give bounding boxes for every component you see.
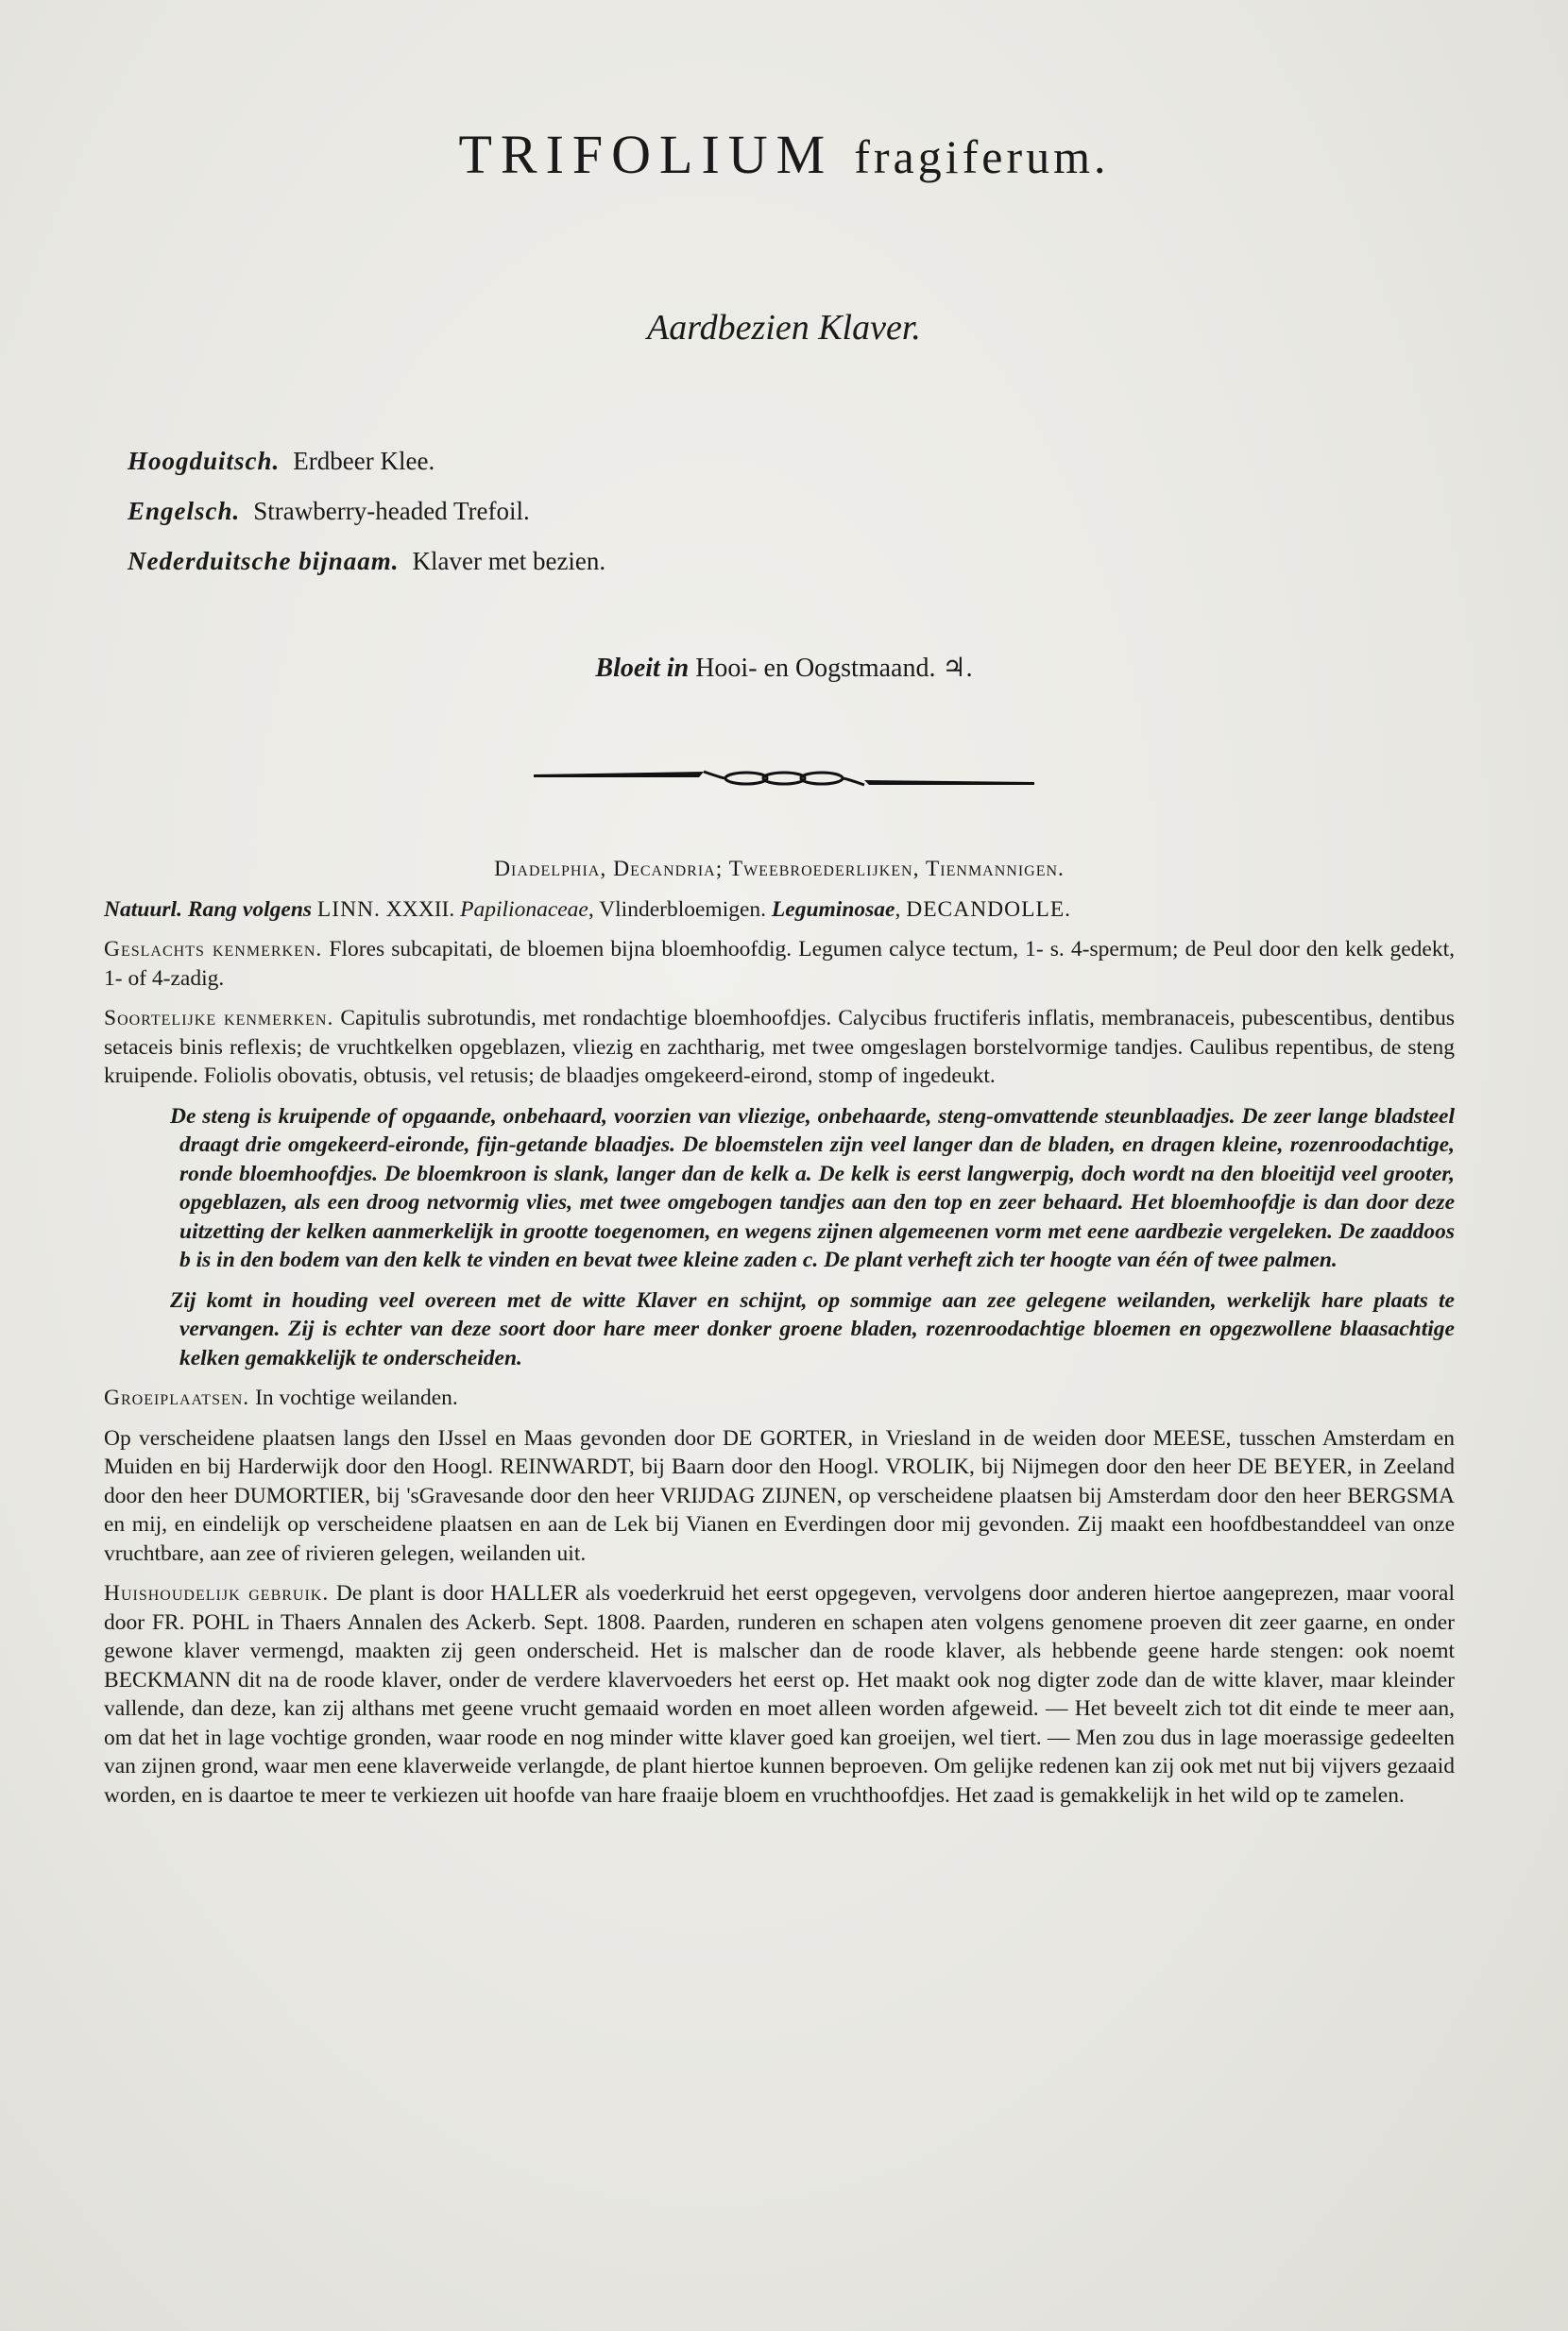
name-row bbox=[128, 436, 605, 486]
rank-family-dutch: , Vlinderbloemigen. bbox=[588, 896, 767, 922]
rank-linn: LINN. bbox=[316, 896, 381, 922]
name-lang: Hoogduitsch. bbox=[128, 447, 281, 475]
name-row bbox=[128, 486, 605, 536]
habitat-text: In vochtige weilanden. bbox=[255, 1386, 458, 1410]
comparison: Zij komt in houding veel overeen met de witte Klaver en schijnt, op sommige aan zee gelegene weilanden, werkelijk hare plaats te vervangen. Zij is echter van deze soort door hare meer donker groene bladen, rozenroodachtige bloemen en opgezwollene blaasachtige kelken gemakkelijk te onderscheiden. bbox=[170, 1287, 1455, 1370]
body-text bbox=[104, 855, 1455, 1821]
use-text: De plant is door HALLER als voederkruid het eerst opgegeven, vervolgens door anderen hiertoe aangeprezen, maar vooral door FR. POHL in Thaers Annalen des Ackerb. Sept. 1808. Paarden, runderen en schapen aten volgens genomene proeven dit zeer gaarne, en onder gewone klaver vermengd, maakten zij geen onderscheid. Het is malscher dan de roode klaver, als hebbende geene harde stengen: ook noemt BECKMANN dit na de roode klaver, onder de verdere klavervoeders het eerst op. Het maakt ook nog digter zode dan de witte klaver, maar kleinder vallende, dan deze, kan zij althans met geene vrucht gemaaid worden en moet alleen worden afgeweid. — Het beveelt zich tot dit einde te meer aan, om dat het in lage vochtige gronden, waar roode en nog minder witte klaver goed kan groeijen, wel tiert. — Men zou dus in lage moerassige gedeelten van zijnen grond, waar men eene klaverweide verlangde, de plant hiertoe kunnen beproeven. Om gelijke redenen kan zij ook met nut bij vijvers gezaaid worden, en is daartoe te meer te verkiezen uit hoofde van hare fraaije bloem en vruchthoofdjes. Het zaad is gemakkelijk in het wild op te zamelen. bbox=[104, 1581, 1455, 1808]
species-text: Capitulis subrotundis, met rondachtige bloemhoofdjes. Calycibus fructiferis inflatis, membranaceis, pubescentibus, dentibus setaceis binis reflexis; de vruchtkelken opgeblazen, vliezig en zachtharig, met twee omgeslagen borstelvormige tandjes. Caulibus repentibus, de steng kruipende. Foliolis obovatis, obtusis, vel retusis; de blaadjes omgekeerd-eirond, stomp of ingedeukt. bbox=[104, 1006, 1456, 1088]
rank-family: Papilionaceae bbox=[460, 896, 588, 922]
flowering-label: Bloeit in bbox=[595, 654, 690, 683]
species-characters bbox=[104, 1004, 1455, 1091]
habitat bbox=[104, 1384, 1455, 1413]
perennial-symbol: ♃. bbox=[942, 654, 973, 683]
genus-characters bbox=[104, 935, 1455, 993]
habitat-label: Groeiplaatsen. bbox=[104, 1386, 250, 1410]
natural-rank: Natuurl. Rang volgens LINN. XXXII. Papilionaceae, Vlinderbloemigen. Leguminosae, DECANDOLLE. bbox=[104, 896, 1072, 922]
name-lang: Engelsch. bbox=[128, 497, 241, 525]
rank-label: Natuurl. Rang volgens bbox=[104, 896, 313, 922]
title-species: fragiferum. bbox=[854, 130, 1110, 183]
ornament-divider bbox=[534, 758, 1034, 796]
classification: Diadelphia, Decandria; Tweebroederlijken, Tienmannigen. bbox=[494, 857, 1065, 881]
species-label: Soortelijke kenmerken. bbox=[104, 1006, 334, 1030]
rank-author: DECANDOLLE. bbox=[906, 896, 1072, 922]
name-value: Erdbeer Klee. bbox=[293, 447, 435, 475]
flowering-months: Hooi- en Oogstmaand. bbox=[695, 654, 936, 683]
dutch-name: Aardbezien Klaver. bbox=[647, 308, 921, 348]
use-label: Huishoudelijk gebruik. bbox=[104, 1581, 330, 1606]
rank-family-2: Leguminosae bbox=[771, 896, 895, 922]
flowering-time bbox=[0, 652, 1568, 684]
title-genus: TRIFOLIUM bbox=[458, 124, 834, 185]
locations: Op verscheidene plaatsen langs den IJssel en Maas gevonden door DE GORTER, in Vriesland in de weiden door MEESE, tusschen Amsterdam en Muiden en bij Harderwijk door den Hoogl. REINWARDT, bij Baarn door den Hoogl. VROLIK, bij Nijmegen door den heer DE BEYER, in Zeeland door den heer DUMORTIER, bij 'sGravesande door den heer VRIJDAG ZIJNEN, op verscheidene plaatsen bij Amsterdam door den heer BERGSMA en mij, en eindelijk op verscheidene plaatsen en aan de Lek bij Vianen en Everdingen door mij gevonden. Zij maakt een hoofdbestanddeel van onze vruchtbare, aan zee of rivieren gelegen, weilanden uit. bbox=[104, 1425, 1455, 1566]
genus-text: Flores subcapitati, de bloemen bijna bloemhoofdig. Legumen calyce tectum, 1- s. 4-spermum; de Peul door den kelk gedekt, 1- of 4-zadig. bbox=[104, 937, 1456, 991]
economic-use bbox=[104, 1579, 1455, 1810]
page-title bbox=[0, 123, 1568, 186]
name-value: Strawberry-headed Trefoil. bbox=[253, 497, 530, 525]
rank-number: XXXII. bbox=[385, 896, 455, 922]
name-lang: Nederduitsche bijnaam. bbox=[128, 547, 400, 575]
vernacular-names bbox=[128, 436, 605, 587]
name-value: Klaver met bezien. bbox=[412, 547, 606, 575]
name-row bbox=[128, 536, 605, 587]
genus-label: Geslachts kenmerken. bbox=[104, 937, 323, 961]
description: De steng is kruipende of opgaande, onbehaard, voorzien van vliezige, onbehaarde, steng-omvattende steunblaadjes. De zeer lange bladsteel draagt drie omgekeerd-eironde, fijn-getande blaadjes. De bloemstelen zijn veel langer dan de bladen, en dragen kleine, rozenroodachtige, ronde bloemhoofdjes. De bloemkroon is slank, langer dan de kelk a. De kelk is eerst langwerpig, doch wordt na den bloeitijd veel grooter, opgeblazen, als een droog netvormig vlies, met twee omgebogen tandjes aan den top en zeer behaard. Het bloemhoofdje is dan door deze uitzetting der kelken aanmerkelijk in grootte toegenomen, en wegens zijnen algemeenen vorm met eene aardbezie vergeleken. De zaaddoos b is in den bodem van den kelk te vinden en bevat twee kleine zaden c. De plant verheft zich ter hoogte van één of twee palmen. bbox=[170, 1103, 1455, 1272]
